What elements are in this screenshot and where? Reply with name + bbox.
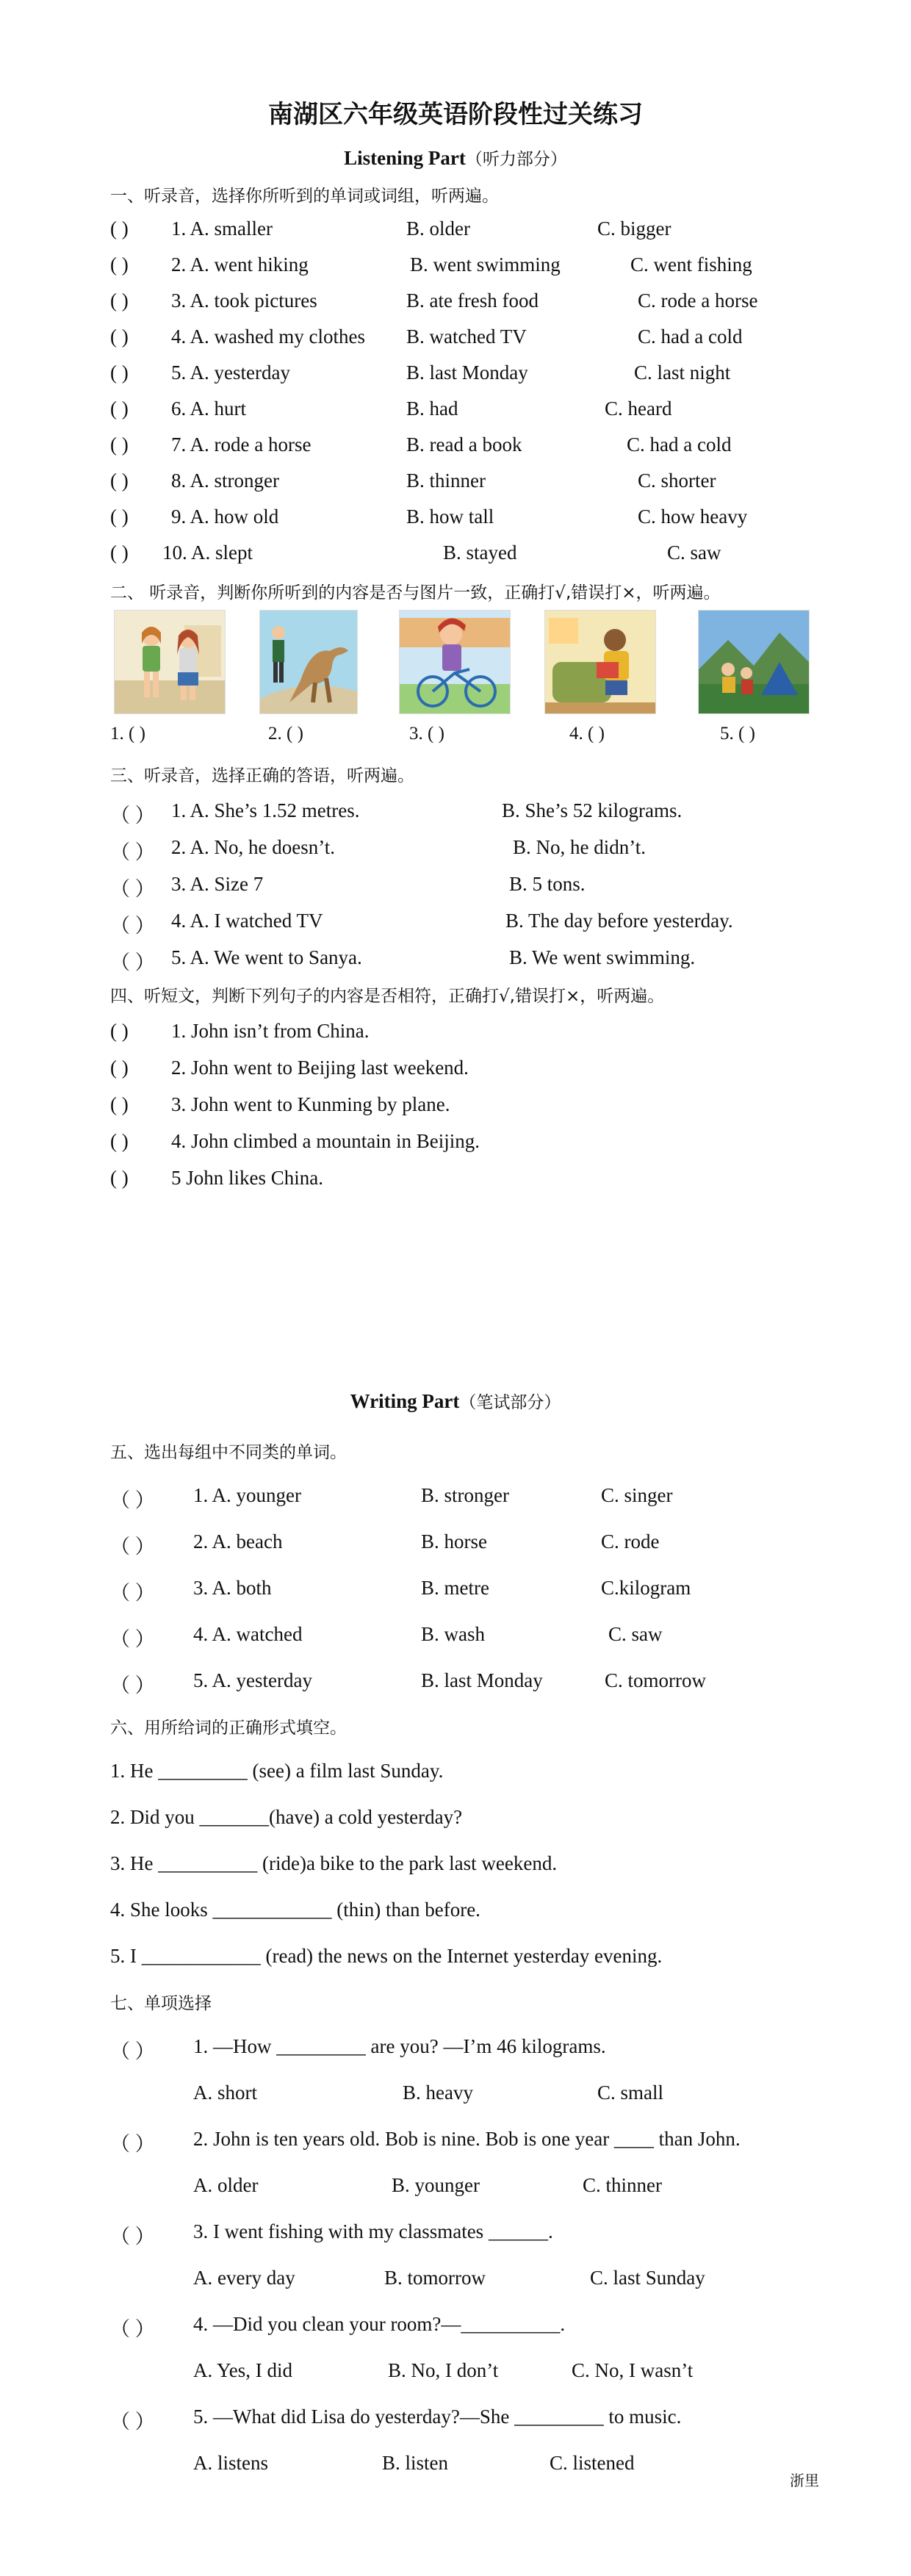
picture-2-boy-dinosaur bbox=[259, 610, 358, 714]
option-a: 6. A. hurt bbox=[171, 397, 247, 420]
s5-item-4 bbox=[0, 1623, 911, 1652]
s1-item-8 bbox=[0, 469, 911, 499]
footer-mark: 浙里 bbox=[790, 2472, 819, 2489]
option-c: C. went fishing bbox=[630, 253, 752, 276]
picture-4-boy-reading bbox=[544, 610, 656, 714]
s3-item-1 bbox=[0, 799, 911, 829]
fill-blank-5[interactable]: 5. I ____________ (read) the news on the Internet yesterday evening. bbox=[110, 1945, 663, 1967]
s1-item-6 bbox=[0, 397, 911, 427]
s3-item-4 bbox=[0, 910, 911, 939]
option-c: C. heard bbox=[605, 397, 672, 420]
option-c[interactable]: C. small bbox=[597, 2082, 664, 2104]
option-a[interactable]: A. short bbox=[193, 2082, 257, 2104]
option-b: B. watched TV bbox=[406, 325, 527, 348]
option-c[interactable]: C. listened bbox=[550, 2452, 635, 2474]
option-a: 2. A. No, he doesn’t. bbox=[171, 836, 335, 858]
section-4-heading: 四、听短文，判断下列句子的内容是否相符，正确打√,错误打×，听两遍。 bbox=[110, 987, 665, 1006]
option-b: B. ate fresh food bbox=[406, 289, 539, 312]
answer-bracket[interactable]: （ ） bbox=[110, 2133, 155, 2155]
option-b: B. went swimming bbox=[410, 253, 561, 276]
answer-bracket[interactable]: （ ） bbox=[110, 1628, 155, 1650]
fill-blank-3[interactable]: 3. He __________ (ride)a bike to the park last weekend. bbox=[110, 1852, 558, 1874]
answer-bracket[interactable]: ( ) bbox=[110, 1130, 129, 1152]
option-b: B. last Monday bbox=[406, 361, 528, 384]
statement-text: 3. John went to Kunming by plane. bbox=[171, 1093, 450, 1115]
section-5-heading: 五、选出每组中不同类的单词。 bbox=[110, 1443, 347, 1462]
s1-item-9 bbox=[0, 506, 911, 535]
option-a: 5. A. yesterday bbox=[193, 1669, 312, 1691]
option-b: B. We went swimming. bbox=[509, 946, 696, 968]
option-c: C. rode bbox=[601, 1530, 660, 1553]
section-1-heading: 一、听录音，选择你所听到的单词或词组，听两遍。 bbox=[110, 187, 499, 206]
option-b: B. had bbox=[406, 397, 458, 420]
option-a: 7. A. rode a horse bbox=[171, 433, 312, 456]
writing-title-en: Writing Part bbox=[350, 1390, 460, 1412]
option-c: C. had a cold bbox=[627, 433, 732, 456]
s4-item-5 bbox=[0, 1167, 911, 1196]
s1-item-1 bbox=[0, 217, 911, 247]
option-a: 4. A. watched bbox=[193, 1623, 303, 1645]
s7-options-2 bbox=[0, 2174, 911, 2203]
answer-bracket[interactable]: ( ) bbox=[110, 217, 129, 240]
answer-bracket[interactable]: （ ） bbox=[110, 1582, 155, 1604]
statement-text: 4. John climbed a mountain in Beijing. bbox=[171, 1130, 480, 1152]
s5-item-3 bbox=[0, 1577, 911, 1606]
option-c: C. saw bbox=[667, 542, 721, 564]
answer-bracket[interactable]: ( ) bbox=[110, 1020, 129, 1042]
answer-bracket[interactable]: ( ) bbox=[110, 325, 129, 348]
option-a: 5. A. yesterday bbox=[171, 361, 290, 384]
listening-part-heading bbox=[0, 145, 911, 170]
picture-4-answer[interactable]: 4. ( ) bbox=[569, 724, 605, 744]
two-girls-illustration bbox=[115, 611, 225, 713]
option-b: B. horse bbox=[421, 1530, 487, 1553]
answer-bracket[interactable]: ( ) bbox=[110, 469, 129, 492]
listening-title-en: Listening Part bbox=[344, 147, 466, 169]
option-b: B. thinner bbox=[406, 469, 486, 492]
answer-bracket[interactable]: ( ) bbox=[110, 289, 129, 312]
fill-blank-2[interactable]: 2. Did you _______(have) a cold yesterday? bbox=[110, 1806, 463, 1828]
option-c: C. singer bbox=[601, 1484, 673, 1506]
s7-options-1 bbox=[0, 2082, 911, 2111]
reading-illustration bbox=[545, 611, 655, 713]
s1-item-10 bbox=[0, 542, 911, 571]
option-b[interactable]: B. No, I don’t bbox=[388, 2359, 499, 2381]
picture-5-camping bbox=[698, 610, 810, 714]
s1-item-4 bbox=[0, 325, 911, 355]
section-6-heading: 六、用所给词的正确形式填空。 bbox=[110, 1719, 347, 1738]
s7-options-4 bbox=[0, 2359, 911, 2389]
question-text: 2. John is ten years old. Bob is nine. Bob is one year ____ than John. bbox=[193, 2128, 741, 2150]
answer-bracket[interactable]: （ ） bbox=[110, 915, 155, 937]
picture-3-answer[interactable]: 3. ( ) bbox=[409, 724, 444, 744]
fill-blank-4[interactable]: 4. She looks ____________ (thin) than before. bbox=[110, 1899, 480, 1921]
answer-bracket[interactable]: （ ） bbox=[110, 2040, 155, 2062]
s7-options-5 bbox=[0, 2452, 911, 2481]
picture-1-two-girls bbox=[114, 610, 226, 714]
answer-bracket[interactable]: （ ） bbox=[110, 2226, 155, 2248]
s7-question-2 bbox=[0, 2128, 911, 2157]
option-b[interactable]: B. tomorrow bbox=[384, 2267, 486, 2289]
answer-bracket[interactable]: ( ) bbox=[110, 433, 129, 456]
option-a: 2. A. went hiking bbox=[171, 253, 309, 276]
option-a[interactable]: A. listens bbox=[193, 2452, 269, 2474]
s1-item-2 bbox=[0, 253, 911, 283]
option-b: B. The day before yesterday. bbox=[505, 910, 733, 932]
picture-5-answer[interactable]: 5. ( ) bbox=[720, 724, 755, 744]
option-b: B. wash bbox=[421, 1623, 485, 1645]
option-b: B. stronger bbox=[421, 1484, 509, 1506]
s4-item-3 bbox=[0, 1093, 911, 1123]
s3-item-5 bbox=[0, 946, 911, 976]
camping-illustration bbox=[699, 611, 809, 713]
option-b: B. No, he didn’t. bbox=[513, 836, 646, 858]
option-a: 3. A. Size 7 bbox=[171, 873, 264, 895]
s5-item-5 bbox=[0, 1669, 911, 1699]
option-c: C. bigger bbox=[597, 217, 671, 240]
option-b: B. stayed bbox=[443, 542, 517, 564]
s7-question-4 bbox=[0, 2313, 911, 2342]
option-b: B. 5 tons. bbox=[509, 873, 586, 895]
section-3-heading: 三、听录音，选择正确的答语，听两遍。 bbox=[110, 766, 414, 785]
option-c: C. last night bbox=[634, 361, 731, 384]
answer-bracket[interactable]: （ ） bbox=[110, 878, 155, 900]
question-text: 4. —Did you clean your room?—__________. bbox=[193, 2313, 566, 2335]
answer-bracket[interactable]: （ ） bbox=[110, 1489, 155, 1511]
listening-title-cn: （听力部分） bbox=[465, 150, 567, 169]
writing-part-heading bbox=[0, 1389, 911, 1413]
option-c: C. shorter bbox=[638, 469, 716, 492]
option-c: C.kilogram bbox=[601, 1577, 691, 1599]
option-a: 9. A. how old bbox=[171, 506, 279, 528]
question-text: 3. I went fishing with my classmates ______. bbox=[193, 2220, 553, 2242]
answer-bracket[interactable]: （ ） bbox=[110, 951, 155, 974]
option-b: B. last Monday bbox=[421, 1669, 543, 1691]
answer-bracket[interactable]: ( ) bbox=[110, 397, 129, 420]
option-c[interactable]: C. last Sunday bbox=[590, 2267, 705, 2289]
s7-question-5 bbox=[0, 2406, 911, 2435]
answer-bracket[interactable]: （ ） bbox=[110, 2318, 155, 2340]
question-text: 1. —How _________ are you? —I’m 46 kilograms. bbox=[193, 2035, 606, 2057]
option-a: 4. A. I watched TV bbox=[171, 910, 323, 932]
bike-illustration bbox=[400, 611, 510, 713]
option-b: B. older bbox=[406, 217, 470, 240]
answer-bracket[interactable]: （ ） bbox=[110, 805, 155, 827]
option-a: 5. A. We went to Sanya. bbox=[171, 946, 362, 968]
section-2-heading: 二、 听录音，判断你所听到的内容是否与图片一致，正确打√,错误打×，听两遍。 bbox=[110, 583, 721, 602]
section-7-heading: 七、单项选择 bbox=[110, 1994, 212, 2013]
option-a: 10. A. slept bbox=[162, 542, 253, 564]
page-title: 南湖区六年级英语阶段性过关练习 bbox=[268, 100, 643, 129]
s5-item-2 bbox=[0, 1530, 911, 1560]
fill-blank-1[interactable]: 1. He _________ (see) a film last Sunday. bbox=[110, 1760, 444, 1782]
option-a: 3. A. took pictures bbox=[171, 289, 317, 312]
answer-bracket[interactable]: （ ） bbox=[110, 841, 155, 863]
option-c: C. rode a horse bbox=[638, 289, 758, 312]
option-c: C. saw bbox=[608, 1623, 663, 1645]
s1-item-7 bbox=[0, 433, 911, 463]
option-a[interactable]: A. every day bbox=[193, 2267, 295, 2289]
dinosaur-illustration bbox=[260, 611, 357, 713]
option-a[interactable]: A. Yes, I did bbox=[193, 2359, 293, 2381]
answer-bracket[interactable]: （ ） bbox=[110, 1536, 155, 1558]
option-b: B. how tall bbox=[406, 506, 494, 528]
answer-bracket[interactable]: ( ) bbox=[110, 542, 129, 564]
s3-item-2 bbox=[0, 836, 911, 866]
s5-item-1 bbox=[0, 1484, 911, 1514]
statement-text: 1. John isn’t from China. bbox=[171, 1020, 370, 1042]
answer-bracket[interactable]: ( ) bbox=[110, 1093, 129, 1115]
s4-item-1 bbox=[0, 1020, 911, 1049]
s3-item-3 bbox=[0, 873, 911, 902]
s7-question-1 bbox=[0, 2035, 911, 2065]
answer-bracket[interactable]: （ ） bbox=[110, 2411, 155, 2433]
option-b: B. metre bbox=[421, 1577, 489, 1599]
answer-bracket[interactable]: （ ） bbox=[110, 1674, 155, 1697]
statement-text: 5 John likes China. bbox=[171, 1167, 323, 1189]
picture-3-boy-bike bbox=[399, 610, 511, 714]
answer-bracket[interactable]: ( ) bbox=[110, 253, 129, 276]
s4-item-2 bbox=[0, 1057, 911, 1086]
picture-2-answer[interactable]: 2. ( ) bbox=[268, 724, 303, 744]
answer-bracket[interactable]: ( ) bbox=[110, 506, 129, 528]
statement-text: 2. John went to Beijing last weekend. bbox=[171, 1057, 469, 1079]
s7-question-3 bbox=[0, 2220, 911, 2250]
option-c: C. had a cold bbox=[638, 325, 743, 348]
option-b: B. She’s 52 kilograms. bbox=[502, 799, 683, 821]
option-a: 4. A. washed my clothes bbox=[171, 325, 365, 348]
option-a[interactable]: A. older bbox=[193, 2174, 259, 2196]
picture-1-answer[interactable]: 1. ( ) bbox=[110, 724, 145, 744]
option-c: C. how heavy bbox=[638, 506, 748, 528]
option-a: 1. A. smaller bbox=[171, 217, 273, 240]
option-b[interactable]: B. younger bbox=[392, 2174, 480, 2196]
s1-item-5 bbox=[0, 361, 911, 391]
option-a: 1. A. younger bbox=[193, 1484, 301, 1506]
option-c: C. tomorrow bbox=[605, 1669, 706, 1691]
option-a: 2. A. beach bbox=[193, 1530, 283, 1553]
question-text: 5. —What did Lisa do yesterday?—She _________ to music. bbox=[193, 2406, 682, 2428]
answer-bracket[interactable]: ( ) bbox=[110, 1167, 129, 1189]
answer-bracket[interactable]: ( ) bbox=[110, 361, 129, 384]
writing-title-cn: （笔试部分） bbox=[459, 1393, 561, 1412]
s1-item-3 bbox=[0, 289, 911, 319]
option-a: 3. A. both bbox=[193, 1577, 272, 1599]
s7-options-3 bbox=[0, 2267, 911, 2296]
option-c[interactable]: C. thinner bbox=[583, 2174, 662, 2196]
option-a: 8. A. stronger bbox=[171, 469, 279, 492]
s4-item-4 bbox=[0, 1130, 911, 1159]
option-c[interactable]: C. No, I wasn’t bbox=[572, 2359, 694, 2381]
answer-bracket[interactable]: ( ) bbox=[110, 1057, 129, 1079]
option-b: B. read a book bbox=[406, 433, 522, 456]
option-b[interactable]: B. listen bbox=[382, 2452, 449, 2474]
option-b[interactable]: B. heavy bbox=[403, 2082, 473, 2104]
option-a: 1. A. She’s 1.52 metres. bbox=[171, 799, 360, 821]
